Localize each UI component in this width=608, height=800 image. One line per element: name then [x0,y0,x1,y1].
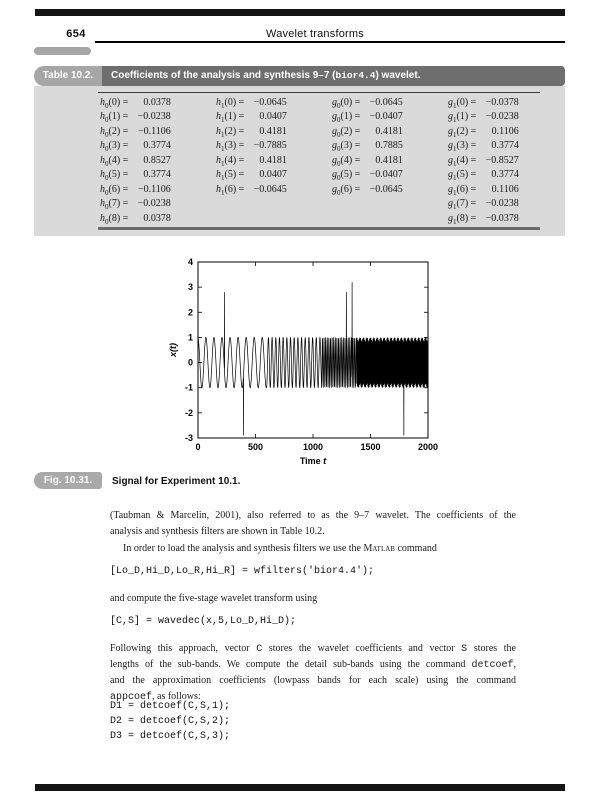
text-run: , as follows: [152,691,201,702]
coefficient-value: 0.4181 [259,125,287,137]
coefficient-value: −0.0378 [485,212,519,224]
coefficient-label: $h_1(6)$ = [216,183,247,197]
chart-y-tick-label: -3 [184,433,193,443]
table-cell [448,197,519,211]
table-cell [332,168,403,182]
text-run: and the approximation coefficients (lowpass bands for each scale) using the command [110,675,516,686]
coefficient-value: −0.0238 [485,198,519,210]
table-bottom-rule [98,227,540,230]
inline-code: C [256,644,263,655]
coefficient-label: $g_1(5)$ = [448,169,479,183]
table-cell [332,125,403,139]
chart-x-tick-label: 1000 [302,442,324,452]
coefficient-value: −0.0645 [369,97,403,108]
figure-label: Fig. 10.31. [34,472,102,489]
chart-y-tick-label: -2 [184,407,193,418]
table-cell [448,110,519,124]
code-line: [C,S] = wavedec(x,5,Lo_D,Hi_D); [110,616,297,627]
table-cell [332,154,403,168]
coefficient-value: 0.4181 [375,154,403,166]
table-cell [448,139,519,153]
running-head: Wavelet transforms [266,28,364,40]
coefficient-label: $g_1(2)$ = [448,125,479,139]
coefficient-label: $h_0(0)$ = [100,97,131,110]
code-block [110,699,230,744]
inline-code: S [461,644,468,655]
coefficient-label: $g_1(0)$ = [448,97,479,110]
coefficient-value: 0.1106 [491,125,519,137]
table-cell [100,96,171,110]
table-cell [216,96,287,110]
coefficient-label: $g_1(1)$ = [448,111,479,125]
text-run: In order to load the analysis and synthesis filters we use the [123,543,364,554]
table-cell [448,125,519,139]
coefficient-value: 0.0407 [259,111,287,123]
coefficient-label: $h_0(1)$ = [100,111,131,125]
coefficient-label: $g_0(1)$ = [332,111,363,125]
page-number-tab [34,47,91,55]
coefficient-label: $g_0(2)$ = [332,125,363,139]
paragraph-line: analysis and synthesis filters are shown in Table 10.2. [110,526,325,537]
chart-x-tick-label: 500 [247,442,264,452]
bottom-edge-bar [35,784,565,791]
coefficient-value: −0.0645 [369,183,403,195]
chart-y-tick-label: 2 [187,307,193,318]
chart-y-tick-label: -1 [184,382,193,393]
coefficient-label: $g_1(8)$ = [448,212,479,226]
table-column-h0 [100,96,171,226]
table-cell [100,154,171,168]
coefficient-value: 0.4181 [375,125,403,137]
text-run: command [394,543,437,554]
paragraph-line: and compute the five-stage wavelet transform using [110,593,318,604]
paragraph-line: (Taubman & Marcelin, 2001), also referred to as the 9–7 wavelet. The coefficients of the [110,510,516,521]
coefficient-label: $h_0(8)$ = [100,212,131,226]
chart-signal-path [198,282,428,435]
coefficient-label: $h_1(1)$ = [216,111,247,125]
table-title-suffix: ) wavelet. [375,70,421,81]
coefficient-value: 0.3774 [491,140,519,152]
coefficient-label: $h_1(2)$ = [216,125,247,139]
text-run: Following this approach, vector [110,643,257,654]
coefficient-label: $g_1(6)$ = [448,183,479,197]
table-cell [100,139,171,153]
coefficient-label: $h_0(7)$ = [100,198,131,212]
figure-caption: Signal for Experiment 10.1. [112,476,241,487]
coefficient-label: $h_0(2)$ = [100,125,131,139]
table-cell [332,96,403,110]
table-cell [448,183,519,197]
chart-x-tick-label: 1500 [360,442,381,452]
inline-code: detcoef [471,660,514,671]
table-cell [448,154,519,168]
coefficient-label: $g_1(7)$ = [448,198,479,212]
chart-y-tick-label: 3 [187,282,193,293]
table-cell [216,183,287,197]
chart-y-tick-label: 0 [187,357,193,368]
table-cell [216,154,287,168]
coefficient-value: −0.0238 [485,111,519,123]
coefficient-value: −0.0407 [369,169,403,181]
coefficient-value: −0.1106 [138,125,171,137]
signal-chart [166,252,442,470]
coefficient-label: $g_0(5)$ = [332,169,363,183]
table-cell [100,183,171,197]
coefficient-value: 0.4181 [259,154,287,166]
table-cell [100,110,171,124]
coefficient-label: $g_0(4)$ = [332,154,363,168]
coefficient-label: $g_1(3)$ = [448,140,479,154]
coefficient-label: $h_0(6)$ = [100,183,131,197]
coefficient-value: −0.1106 [138,183,171,195]
table-title-code: bior4.4 [335,70,376,81]
coefficient-value: 0.7885 [375,140,403,152]
table-title-bar [102,66,565,86]
table-body [34,86,565,236]
table-cell [100,125,171,139]
coefficient-value: 0.1106 [491,183,519,195]
chart-y-tick-label: 4 [187,257,193,267]
table-cell [332,110,403,124]
chart-xlabel: Time t [299,456,327,466]
chart-x-tick-label: 0 [195,442,201,452]
table-column-g0 [332,96,403,197]
table-column-h1 [216,96,287,197]
paragraph-line [110,542,516,555]
table-cell [216,125,287,139]
table-cell [216,168,287,182]
table-cell [100,168,171,182]
coefficient-label: $h_1(3)$ = [216,140,247,154]
code-line: D2 = detcoef(C,S,2); [110,716,231,727]
coefficient-value: 0.3774 [143,140,171,152]
text-run: , [513,659,516,670]
table-cell [332,139,403,153]
table-column-g1 [448,96,519,226]
coefficient-value: 0.8527 [143,154,171,166]
table-cell [216,139,287,153]
coefficient-value: 0.0407 [259,169,287,181]
chart-ylabel: x(t) [168,343,178,357]
coefficient-value: −0.0378 [485,97,519,108]
coefficient-value: 0.0378 [143,97,171,108]
coefficient-value: −0.0238 [137,111,171,123]
chart-x-tick-label: 2000 [417,442,439,452]
coefficient-label: $g_1(4)$ = [448,154,479,168]
coefficient-value: −0.0645 [253,97,287,108]
table-cell [448,96,519,110]
table-cell [216,110,287,124]
coefficient-value: −0.0645 [253,183,287,195]
inline-code: appcoef [110,692,153,703]
coefficient-value: 0.3774 [491,169,519,181]
page-number: 654 [66,28,86,40]
table-top-rule [98,92,540,93]
coefficient-label: $h_1(0)$ = [216,97,247,110]
chart-y-tick-label: 1 [187,332,193,343]
paragraph-line [110,657,516,673]
coefficient-value: −0.7885 [253,140,287,152]
table-title-prefix: Coefficients of the analysis and synthesis 9–7 ( [111,70,336,81]
text-run: stores the [467,643,516,654]
text-run: lengths of the sub-bands. We compute the detail sub-bands using the command [110,659,472,670]
code-line: D1 = detcoef(C,S,1); [110,701,231,712]
coefficient-label: $g_0(6)$ = [332,183,363,197]
coefficient-label: $h_0(4)$ = [100,154,131,168]
coefficient-value: −0.0407 [369,111,403,123]
table-cell [448,168,519,182]
coefficient-value: −0.0238 [137,198,171,210]
coefficient-label: $h_0(5)$ = [100,169,131,183]
coefficient-label: $h_1(5)$ = [216,169,247,183]
coefficient-label: $g_0(0)$ = [332,97,363,110]
text-run: stores the wavelet coefficients and vector [262,643,462,654]
code-line: [Lo_D,Hi_D,Lo_R,Hi_R] = wfilters('bior4.4'); [110,566,375,577]
table-cell [100,197,171,211]
coefficient-label: $h_0(3)$ = [100,140,131,154]
paragraph-line [110,641,516,657]
coefficient-value: 0.3774 [143,169,171,181]
table-label: Table 10.2. [34,66,102,86]
code-line: D3 = detcoef(C,S,3); [110,731,231,742]
coefficient-label: $h_1(4)$ = [216,154,247,168]
coefficient-value: 0.0378 [143,212,171,224]
running-head-rule [95,41,565,43]
top-edge-bar [35,9,565,16]
table-cell [100,212,171,226]
matlab-smallcaps: Matlab [363,543,395,554]
table-cell [332,183,403,197]
paragraph [110,641,516,705]
coefficient-label: $g_0(3)$ = [332,140,363,154]
coefficient-value: −0.8527 [485,154,519,166]
paragraph-line [110,673,516,689]
table-cell [448,212,519,226]
